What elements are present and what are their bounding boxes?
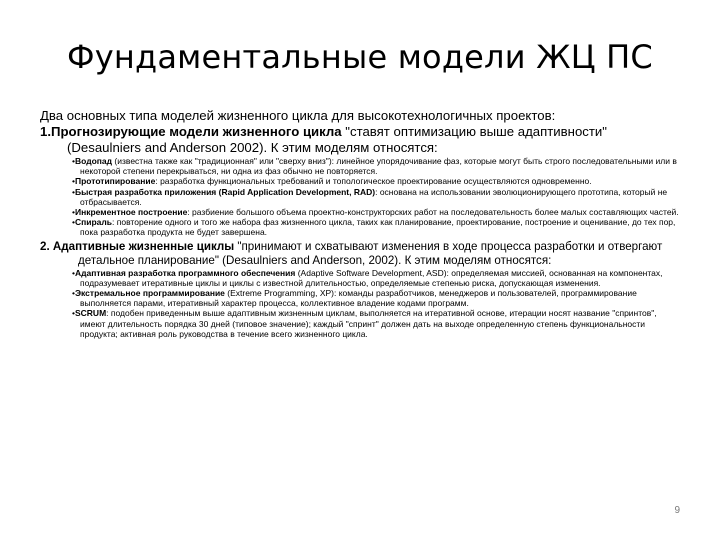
list-item: •SCRUM: подобен приведенным выше адаптивным жизненным циклам, выполняется на итеративной основе, итерации носят название "спринтов", имеют длительность порядка 30 дней (типовое значение); каждый "спринт" должен дать на выходе определенную степень функциональности продукта; активная роль руководства в течение всего жизненного цикла. [72, 308, 657, 339]
item-term: Спираль [74, 217, 113, 228]
section2-heading: 2. Адаптивные жизненные циклы [40, 239, 235, 253]
list-item: •Экстремальное программирование (Extreme Programming, XP): команды разработчиков, менеджеров и пользователей, программирование выполняется парами, итеративный характер процесса, коллективное владение кодами программ. [72, 288, 637, 309]
item-text: : разработка функциональных требований и топологическое проектирование осуществляются одновременно. [155, 176, 592, 187]
section2-paragraph [40, 240, 680, 268]
slide-title: Фундаментальные модели ЖЦ ПС [67, 38, 653, 76]
intro-paragraph: Два основных типа моделей жизненного цикла для высокотехнологичных проектов: [40, 108, 556, 123]
page-number: 9 [674, 505, 680, 516]
item-term: Прототипирование [74, 176, 156, 187]
list-item: •Инкрементное построение: разбиение большого объема проектно-конструкторских работ на последовательность более малых составляющих частей. [72, 207, 679, 218]
item-term: Экстремальное программирование [74, 288, 225, 299]
section1-paragraph [40, 124, 680, 156]
item-text: (Adaptive Software Development, ASD): определяемая миссией, основанная на компонентах, подразумевает итеративные циклы и циклы с известной длительностью, определяемые степенью риска, допускающая изменения. [80, 267, 663, 288]
list-item: •Прототипирование: разработка функциональных требований и топологическое проектирование осуществляются одновременно. [72, 176, 592, 187]
item-term: Инкрементное построение [74, 207, 188, 218]
item-term: Адаптивная разработка программного обеспечения [74, 267, 296, 278]
list-item: •Водопад (известна также как "традиционная" или "сверху вниз"): линейное упорядочивание фаз, которые могут быть строго последовательными или в некоторой степени перекрываться, ни одна из фаз обычно не повторяется. [72, 156, 677, 177]
section2-list [72, 268, 680, 339]
item-text: (Extreme Programming, XP): команды разработчиков, менеджеров и пользователей, программирование выполняется парами, итеративный характер процесса, коллективное владение кодами программ. [80, 288, 637, 309]
section1-text: "ставят оптимизацию выше адаптивности" (Desaulniers and Anderson 2002). К этим моделям относятся: [67, 124, 607, 155]
list-item: •Быстрая разработка приложения (Rapid Application Development, RAD): основана на использовании эволюционирующего прототипа, который не отбрасывается. [72, 186, 668, 207]
section1-heading: 1.Прогнозирующие модели жизненного цикла [40, 124, 342, 139]
item-text: : разбиение большого объема проектно-конструкторских работ на последовательность более малых составляющих частей. [187, 207, 679, 218]
list-item: •Адаптивная разработка программного обеспечения (Adaptive Software Development, ASD): определяемая миссией, основанная на компонентах, подразумевает итеративные циклы и циклы с известной длительностью, определяемые степенью риска, допускающая изменения. [72, 267, 663, 288]
item-term: Быстрая разработка приложения (Rapid Application Development, RAD) [74, 186, 376, 197]
list-item: •Спираль: повторение одного и того же набора фаз жизненного цикла, таких как планирование, проектирование, построение и оценивание, до тех пор, пока разработка продукта не будет завершена. [72, 217, 676, 238]
item-term: Водопад [74, 156, 113, 166]
item-text: (известна также как "традиционная" или "сверху вниз"): линейное упорядочивание фаз, которые могут быть строго последовательными или в некоторой степени перекрываться, ни одна из фаз обычно не повторяется. [80, 156, 677, 177]
item-text: : повторение одного и того же набора фаз жизненного цикла, таких как планирование, проектирование, построение и оценивание, до тех пор, пока разработка продукта не будет завершена. [80, 217, 676, 238]
item-text: : основана на использовании эволюционирующего прототипа, который не отбрасывается. [80, 186, 668, 207]
item-term: SCRUM [74, 308, 107, 319]
section2-text: "принимают и схватывают изменения в ходе процесса разработки и отвергают детальное планирование" (Desaulniers and Anderson, 2002). К этим моделям относятся: [78, 239, 663, 267]
slide-body [40, 108, 680, 339]
section1-list [72, 156, 680, 238]
item-text: : подобен приведенным выше адаптивным жизненным циклам, выполняется на итеративной основе, итерации носят название "спринтов", имеют длительность порядка 30 дней (типовое значение); каждый "спринт" должен дать на выходе определенную степень функциональности продукта; активная роль руководства в течение всего жизненного цикла. [80, 308, 657, 339]
